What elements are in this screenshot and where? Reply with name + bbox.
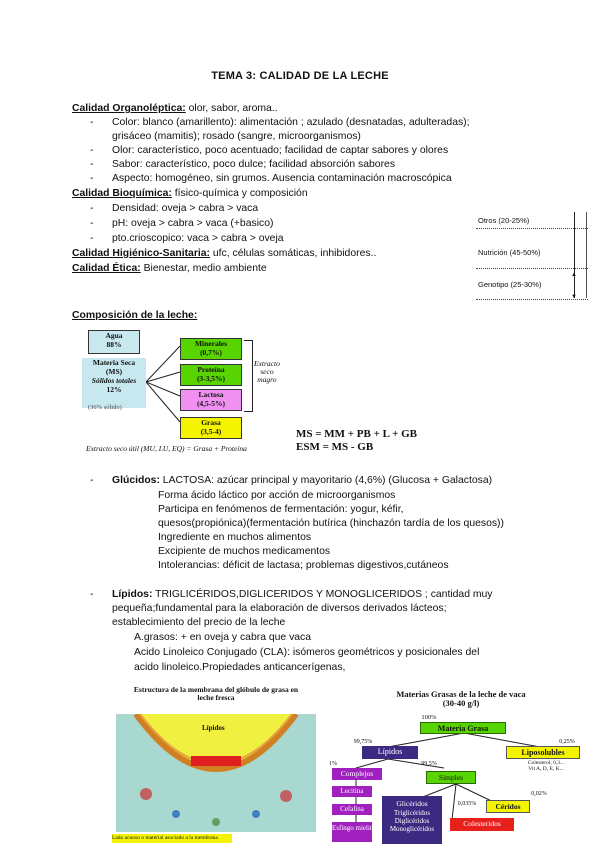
arrow-down-icon: ▼ bbox=[571, 294, 577, 300]
extracto-label: Extracto seco magro bbox=[254, 359, 280, 384]
list-item: - Aspecto: homogéneo, sin grumos. Ausencia contaminación macroscópica bbox=[90, 173, 452, 184]
esm-formula: ESM = MS - GB bbox=[296, 441, 374, 453]
bioquimica-line bbox=[72, 187, 308, 200]
list-item: quesos(propiónica)(fermentación butírica (hinchazón tardía de los quesos)) bbox=[158, 518, 504, 529]
liposolubles-detail: Colesterol, 0,3... Vit A, D, E, K... bbox=[527, 760, 565, 772]
list-item: acido linoleico.Propiedades anticancerígenas, bbox=[134, 662, 346, 673]
materias-title: Materias Grasas de la leche de vaca (30-40 g/l) bbox=[396, 689, 526, 708]
esfingomielina-box: Esfingo mielina bbox=[332, 822, 372, 842]
list-item: Acido Linoleico Conjugado (CLA): isómeros geométricos y posicionales del bbox=[134, 647, 480, 658]
lipidos-text-line: establecimiento del precio de la leche bbox=[112, 617, 286, 628]
page-title: TEMA 3: CALIDAD DE LA LECHE bbox=[211, 70, 389, 82]
minerales-box: Minerales (0,7%) bbox=[180, 338, 242, 360]
pct-1: 1% bbox=[329, 761, 337, 767]
membrane-title: Estructura de la membrana del glóbulo de grasa en leche fresca bbox=[133, 685, 299, 702]
organoleptica-label: Calidad Organoléptica: bbox=[72, 103, 186, 114]
liposolubles-box: Liposolubles bbox=[506, 746, 580, 759]
extracto-bracket bbox=[244, 340, 253, 412]
grasa-box: Grasa (3,5-4) bbox=[180, 417, 242, 439]
ms-note: (36% sólido) bbox=[88, 404, 122, 411]
bioquimica-label: Calidad Bioquímica: bbox=[72, 188, 172, 199]
pct-025: 0,25% bbox=[559, 739, 575, 745]
higienico-label: Calidad Higiénico-Sanitaria: bbox=[72, 248, 210, 259]
list-item: A.grasos: + en oveja y cabra que vaca bbox=[134, 632, 312, 643]
agua-box: Agua 88% bbox=[88, 330, 140, 354]
esu-formula: Extracto seco útil (MU, LU, EQ) = Grasa + Proteína bbox=[86, 444, 247, 453]
etica-line: Calidad Ética: Bienestar, medio ambiente bbox=[72, 263, 267, 274]
glucidos-label: Glúcidos: bbox=[112, 475, 160, 486]
lipidos-box: Lípidos bbox=[362, 746, 418, 759]
membrane-lipidos: Lípidos bbox=[202, 724, 225, 732]
factors-panel bbox=[476, 212, 600, 302]
simples-box: Simples bbox=[426, 771, 476, 784]
list-item: Excipiente de muchos medicamentos bbox=[158, 546, 331, 557]
list-item: - Color: blanco (amarillento): alimentación ; azulado (desnatadas, adulteradas); bbox=[90, 117, 470, 128]
higienico-line: Calidad Higiénico-Sanitaria: ufc, células somáticas, inhibidores.. bbox=[72, 248, 377, 259]
etica-label: Calidad Ética: bbox=[72, 263, 141, 274]
list-item: Ingrediente en muchos alimentos bbox=[158, 532, 312, 543]
list-item: - Sabor: característico, poco dulce; facilidad absorción sabores bbox=[90, 159, 396, 170]
pct-100: 100% bbox=[421, 714, 437, 721]
list-item: - pto.crioscopico: vaca > cabra > oveja bbox=[90, 233, 284, 244]
glucidos-line: - Glúcidos: LACTOSA: azúcar principal y mayoritario (4,6%) (Glucosa + Galactosa) bbox=[90, 475, 493, 486]
organoleptica-text: olor, sabor, aroma.. bbox=[185, 103, 278, 114]
pct-9975: 99,75% bbox=[353, 739, 373, 745]
colesteridos-box: Colesteridos bbox=[450, 818, 514, 831]
cefalina-box: Cefalina bbox=[332, 804, 372, 815]
factor-genotipo: Genotipo (25-30%) bbox=[478, 280, 542, 289]
list-item: Forma ácido láctico por acción de microorganismos bbox=[158, 490, 396, 501]
bracket-line bbox=[574, 212, 575, 298]
list-item: grisáceo (mamitis); rosado (sangre, microorganismos) bbox=[112, 131, 361, 142]
factor-nutricion: Nutrición (45-50%) bbox=[478, 248, 541, 257]
arrow-up-icon: ▲ bbox=[571, 272, 577, 278]
lipidos-label: Lípidos: bbox=[112, 589, 153, 600]
organoleptica-line bbox=[72, 102, 278, 115]
materias-grasas-figure bbox=[326, 690, 596, 848]
gliceridos-box: Glicéridos Triglicéridos Diglicéridos Monoglicéridos bbox=[382, 796, 442, 844]
complejos-box: Complejos bbox=[332, 768, 382, 780]
list-item: Participa en fenómenos de fermentación: yogur, kéfir, bbox=[158, 504, 404, 515]
lactosa-box: Lactosa (4,5-5%) bbox=[180, 389, 242, 411]
pct-0035: 0,035% bbox=[457, 801, 477, 807]
pct-002: 0,02% bbox=[531, 791, 547, 797]
pct-995: 99,5% bbox=[421, 761, 437, 767]
ceridos-box: Céridos bbox=[486, 800, 530, 813]
list-item: - Olor: característico, poco acentuado; facilidad de captar sabores y olores bbox=[90, 145, 449, 156]
membrane-footer: Lado acuoso o material asociado a la membrana bbox=[112, 834, 232, 843]
composicion-heading: Composición de la leche: bbox=[72, 310, 198, 321]
list-item: - Densidad: oveja > cabra > vaca bbox=[90, 203, 259, 214]
list-item: Intolerancias: déficit de lactasa; problemas digestivos,cutáneos bbox=[158, 560, 449, 571]
lipidos-text-line: pequeña;fundamental para la elaboración de diversos derivados lácteos; bbox=[112, 603, 447, 614]
lipidos-line: - Lípidos: TRIGLICÉRIDOS,DIGLICERIDOS Y MONOGLICERIDOS ; cantidad muy bbox=[90, 589, 493, 600]
ms-formula: MS = MM + PB + L + GB bbox=[296, 428, 418, 440]
materia-grasa-box: Materia Grasa bbox=[420, 722, 506, 734]
membrane-figure bbox=[112, 686, 320, 846]
factor-otros: Otros (20-25%) bbox=[478, 216, 530, 225]
ms-box: Materia Seca (MS) Sólidos totales 12% bbox=[82, 358, 146, 408]
lecitina-box: Lecitina bbox=[332, 786, 372, 797]
bioquimica-text: físico-química y composición bbox=[171, 188, 308, 199]
list-item: - pH: oveja > cabra > vaca (+basico) bbox=[90, 218, 274, 229]
proteina-box: Proteína (3-3,5%) bbox=[180, 364, 242, 386]
